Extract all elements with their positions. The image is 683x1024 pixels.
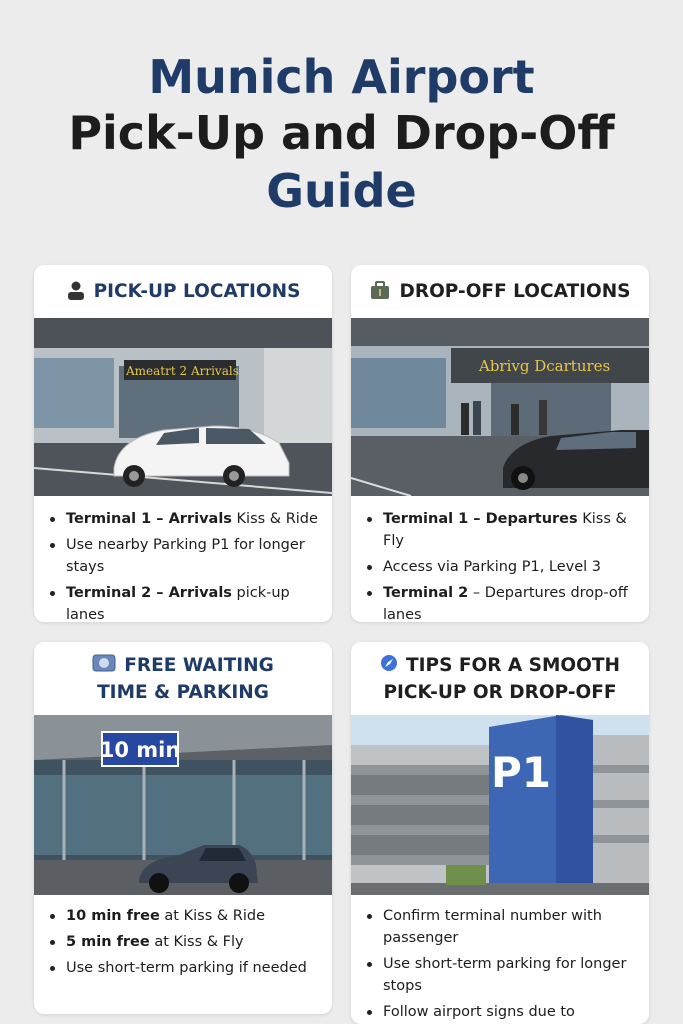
list-item: Use nearby Parking P1 for longer stays bbox=[34, 534, 332, 578]
list-item: Use short-term parking if needed bbox=[34, 957, 332, 979]
tips-heading-2: PICK-UP OR DROP-OFF bbox=[383, 681, 617, 703]
list-item: Terminal 1 – Departures Kiss & Fly bbox=[351, 508, 649, 552]
tips-card bbox=[351, 642, 649, 1024]
parking-sign-icon bbox=[92, 654, 116, 676]
title-line-3: Guide bbox=[266, 164, 417, 218]
list-item: 5 min free at Kiss & Fly bbox=[34, 931, 332, 953]
suitcase-icon bbox=[369, 280, 391, 304]
page-title bbox=[0, 52, 683, 222]
waiting-card-header bbox=[34, 642, 332, 715]
title-line-2: Pick-Up and Drop-Off bbox=[68, 106, 615, 160]
list-item: Terminal 2 – Departures drop-off lanes bbox=[351, 582, 649, 622]
waiting-photo-sign: 10 min bbox=[99, 738, 181, 762]
tips-photo bbox=[351, 715, 649, 895]
waiting-heading-2: TIME & PARKING bbox=[97, 681, 269, 703]
tips-photo-sign: P1 bbox=[490, 748, 552, 797]
waiting-card bbox=[34, 642, 332, 1014]
waiting-heading-1: FREE WAITING bbox=[124, 654, 274, 676]
title-line-1: Munich Airport bbox=[148, 50, 535, 104]
list-item: Terminal 1 – Arrivals Kiss & Ride bbox=[34, 508, 332, 530]
pickup-photo-sign: Ameatrt 2 Arrivals bbox=[126, 364, 239, 378]
dropoff-list bbox=[351, 508, 649, 622]
pickup-heading: PICK-UP LOCATIONS bbox=[93, 281, 301, 302]
compass-icon bbox=[380, 654, 398, 676]
dropoff-card-header bbox=[351, 265, 649, 318]
waiting-photo bbox=[34, 715, 332, 895]
tips-heading-1: TIPS FOR A SMOOTH bbox=[406, 654, 620, 676]
pickup-photo bbox=[34, 318, 332, 496]
waiting-list bbox=[34, 905, 332, 983]
list-item: 10 min free at Kiss & Ride bbox=[34, 905, 332, 927]
list-item: Confirm terminal number with passenger bbox=[351, 905, 649, 949]
tips-card-header bbox=[351, 642, 649, 715]
list-item: Terminal 2 – Arrivals pick-up lanes bbox=[34, 582, 332, 622]
dropoff-heading: DROP-OFF LOCATIONS bbox=[399, 281, 631, 302]
pickup-card-header bbox=[34, 265, 332, 318]
dropoff-card bbox=[351, 265, 649, 622]
list-item: Follow airport signs due to bbox=[351, 1001, 649, 1023]
pickup-list bbox=[34, 508, 332, 622]
list-item: Access via Parking P1, Level 3 bbox=[351, 556, 649, 578]
pickup-card bbox=[34, 265, 332, 622]
list-item: Use short-term parking for longer stops bbox=[351, 953, 649, 997]
dropoff-photo-sign: Abrivg Dcartures bbox=[479, 357, 611, 375]
tips-list bbox=[351, 905, 649, 1024]
dropoff-photo bbox=[351, 318, 649, 496]
person-icon bbox=[66, 280, 86, 304]
